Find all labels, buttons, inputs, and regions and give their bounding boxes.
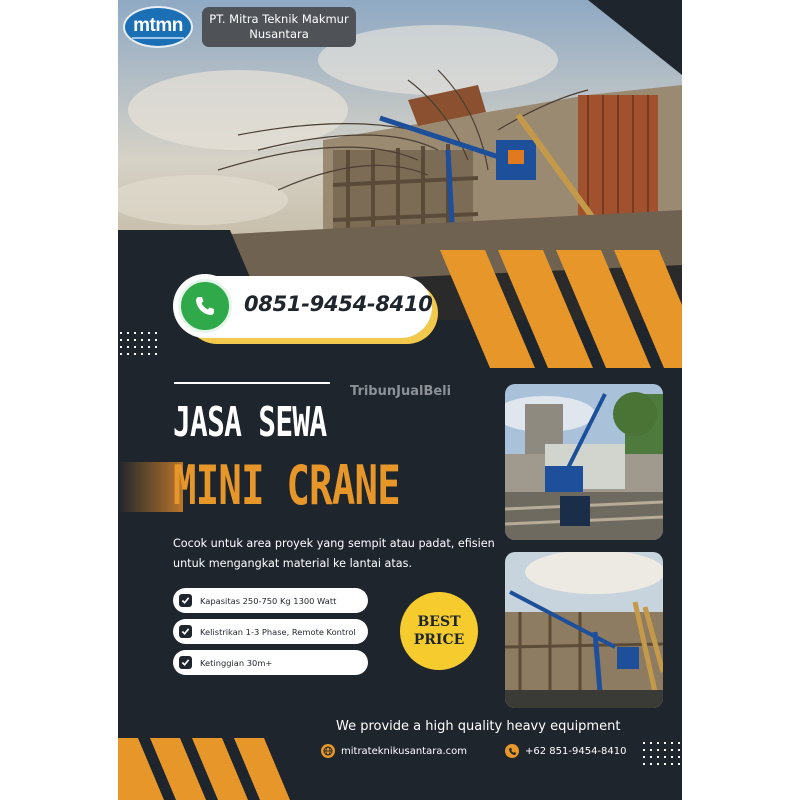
badge-line-2: PRICE [413,632,465,648]
phone-contact[interactable] [505,744,626,758]
whatsapp-phone-icon[interactable] [173,274,237,338]
feature-label: Ketinggian 30m+ [200,657,273,668]
company-logo [123,6,193,48]
watermark: TribunJualBeli [350,384,452,399]
globe-icon [321,744,335,758]
dot-pattern-right [643,742,681,766]
description: Cocok untuk area proyek yang sempit atau padat, efisien untuk mengangkat material ke lantai atas. [173,537,495,570]
crane-photo-1 [505,384,663,540]
checkbox-icon [179,656,192,669]
headline-line-2: MINI CRANE [173,454,400,517]
feature-item [173,588,368,613]
tagline: We provide a high quality heavy equipment [336,719,621,734]
footer-phone-number[interactable]: +62 851-9454-8410 [525,745,627,757]
feature-label: Kelistrikan 1-3 Phase, Remote Kontrol [200,626,356,637]
crane-photo-2 [505,552,663,708]
feature-item [173,650,368,675]
checkbox-icon [179,625,192,638]
checkbox-icon [179,594,192,607]
feature-label: Kapasitas 250-750 Kg 1300 Watt [200,595,337,606]
logo-underline [132,37,184,39]
feature-item [173,619,368,644]
dot-pattern-left [120,332,158,356]
headline-rule [174,382,330,384]
logo-text: mtmn [133,14,183,36]
badge-line-1: BEST [417,614,461,630]
poster [118,0,682,800]
website-link[interactable]: mitrateknikusantara.com [341,745,467,757]
best-price-badge [400,592,478,670]
website-contact[interactable] [321,744,467,758]
phone-icon [505,744,519,758]
orange-stripes-top [440,250,682,368]
phone-number: 0851-9454-8410 [244,292,433,316]
company-name: PT. Mitra Teknik Makmur Nusantara [202,7,356,47]
headline-line-1: JASA SEWA [173,398,327,446]
orange-stripes-bottom [118,738,298,800]
